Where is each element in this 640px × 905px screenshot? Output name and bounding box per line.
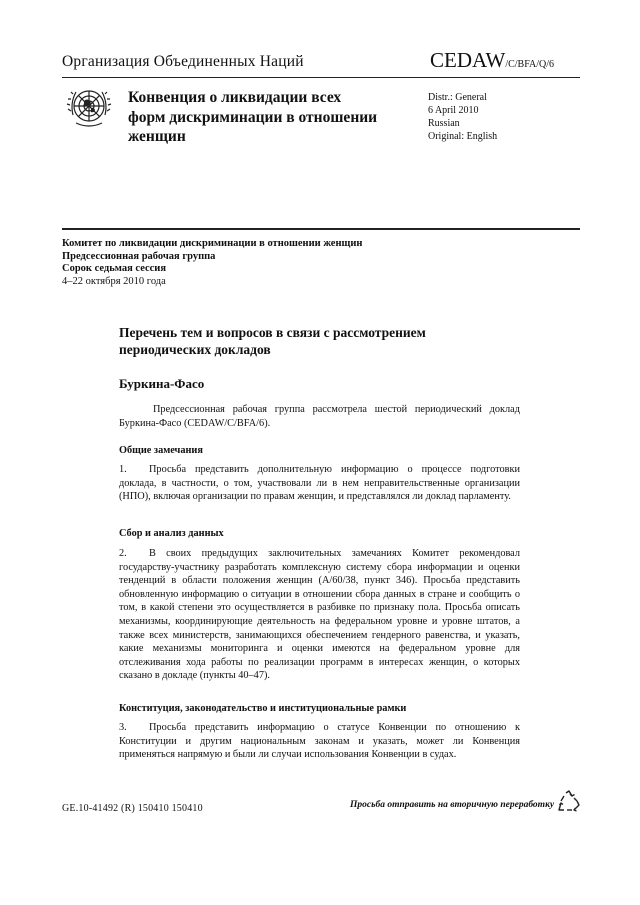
session-dates: 4–22 октября 2010 года [62, 275, 166, 287]
paragraph-text: Просьба представить дополнительную информацию о процессе подготовки доклада, в частности, о том, участвовали ли в нем неправительственные организации (НПО), включая организации по правам женщин, и представлялся ли доклад парламенту. [119, 464, 520, 503]
document-code: GE.10-41492 (R) 150410 150410 [62, 803, 203, 814]
header-rule [62, 77, 580, 78]
section-heading: Конституция, законодательство и институциональные рамки [119, 703, 407, 714]
country-heading: Буркина-Фасо [119, 376, 205, 391]
section-rule [62, 228, 580, 230]
paragraph-text: В своих предыдущих заключительных замечаниях Комитет рекомендовал государству-участнику разработать комплексную систему сбора информации и оценки тенденций в области положения женщин (A/60/38, пункт 346). Просьба представить обновленную информацию о ситуации в отношении сбора данных в стране и сообщить о том, в какой степени это осуществляется в разбивке по признаку пола. Просьба описать механизмы, координирующие деятельность на федеральном уровне и уровне штатов, а также всех министерств, занимающихся обеспечением гендерного равенства, и указать, какие механизмы мониторинга и оценки имеются на федеральном уровне для отслеживания хода работы по реализации программ в интересах женщин, о которых сказано в докладе (пункты 40–47). [119, 548, 520, 682]
date-line: 6 April 2010 [428, 105, 479, 116]
paragraph-text: Просьба представить информацию о статусе Конвенции по отношению к Конституции и другим национальным законам и указать, может ли Конвенция применяться напрямую и были ли случаи использования Конвенции в судах. [119, 722, 520, 761]
original-line: Original: English [428, 131, 498, 142]
committee-block [62, 238, 382, 288]
paragraph [119, 721, 520, 762]
paragraph-number: 2. [119, 548, 127, 559]
paragraph-number: 3. [119, 722, 127, 733]
paragraph [119, 547, 520, 683]
intro-paragraph: Предсессионная рабочая группа рассмотрела шестой периодический доклад Буркина-Фасо (CEDAW/C/BFA/6). [119, 404, 520, 429]
organization-name: Организация Объединенных Наций [62, 53, 304, 70]
symbol-main: CEDAW [430, 48, 506, 72]
session: Сорок седьмая сессия [62, 263, 167, 274]
language-line: Russian [428, 118, 460, 129]
un-emblem-icon [64, 85, 114, 131]
section-heading: Сбор и анализ данных [119, 528, 224, 539]
committee-name: Комитет по ликвидации дискриминации в отношении женщин [62, 238, 363, 249]
recycle-icon [556, 789, 582, 813]
section-heading: Общие замечания [119, 445, 203, 456]
working-group: Предсессионная рабочая группа [62, 250, 216, 262]
document-title: Перечень тем и вопросов в связи с рассмотрением периодических докладов [119, 325, 426, 357]
document-symbol [430, 48, 554, 73]
paragraph [119, 463, 520, 504]
recycle-text: Просьба отправить на вторичную переработку [350, 800, 555, 810]
symbol-suffix: /C/BFA/Q/6 [505, 59, 555, 70]
paragraph-number: 1. [119, 464, 127, 475]
convention-title: Конвенция о ликвидации всех форм дискриминации в отношении женщин [128, 89, 378, 145]
distr-line: Distr.: General [428, 92, 487, 103]
distribution-block [428, 91, 497, 143]
